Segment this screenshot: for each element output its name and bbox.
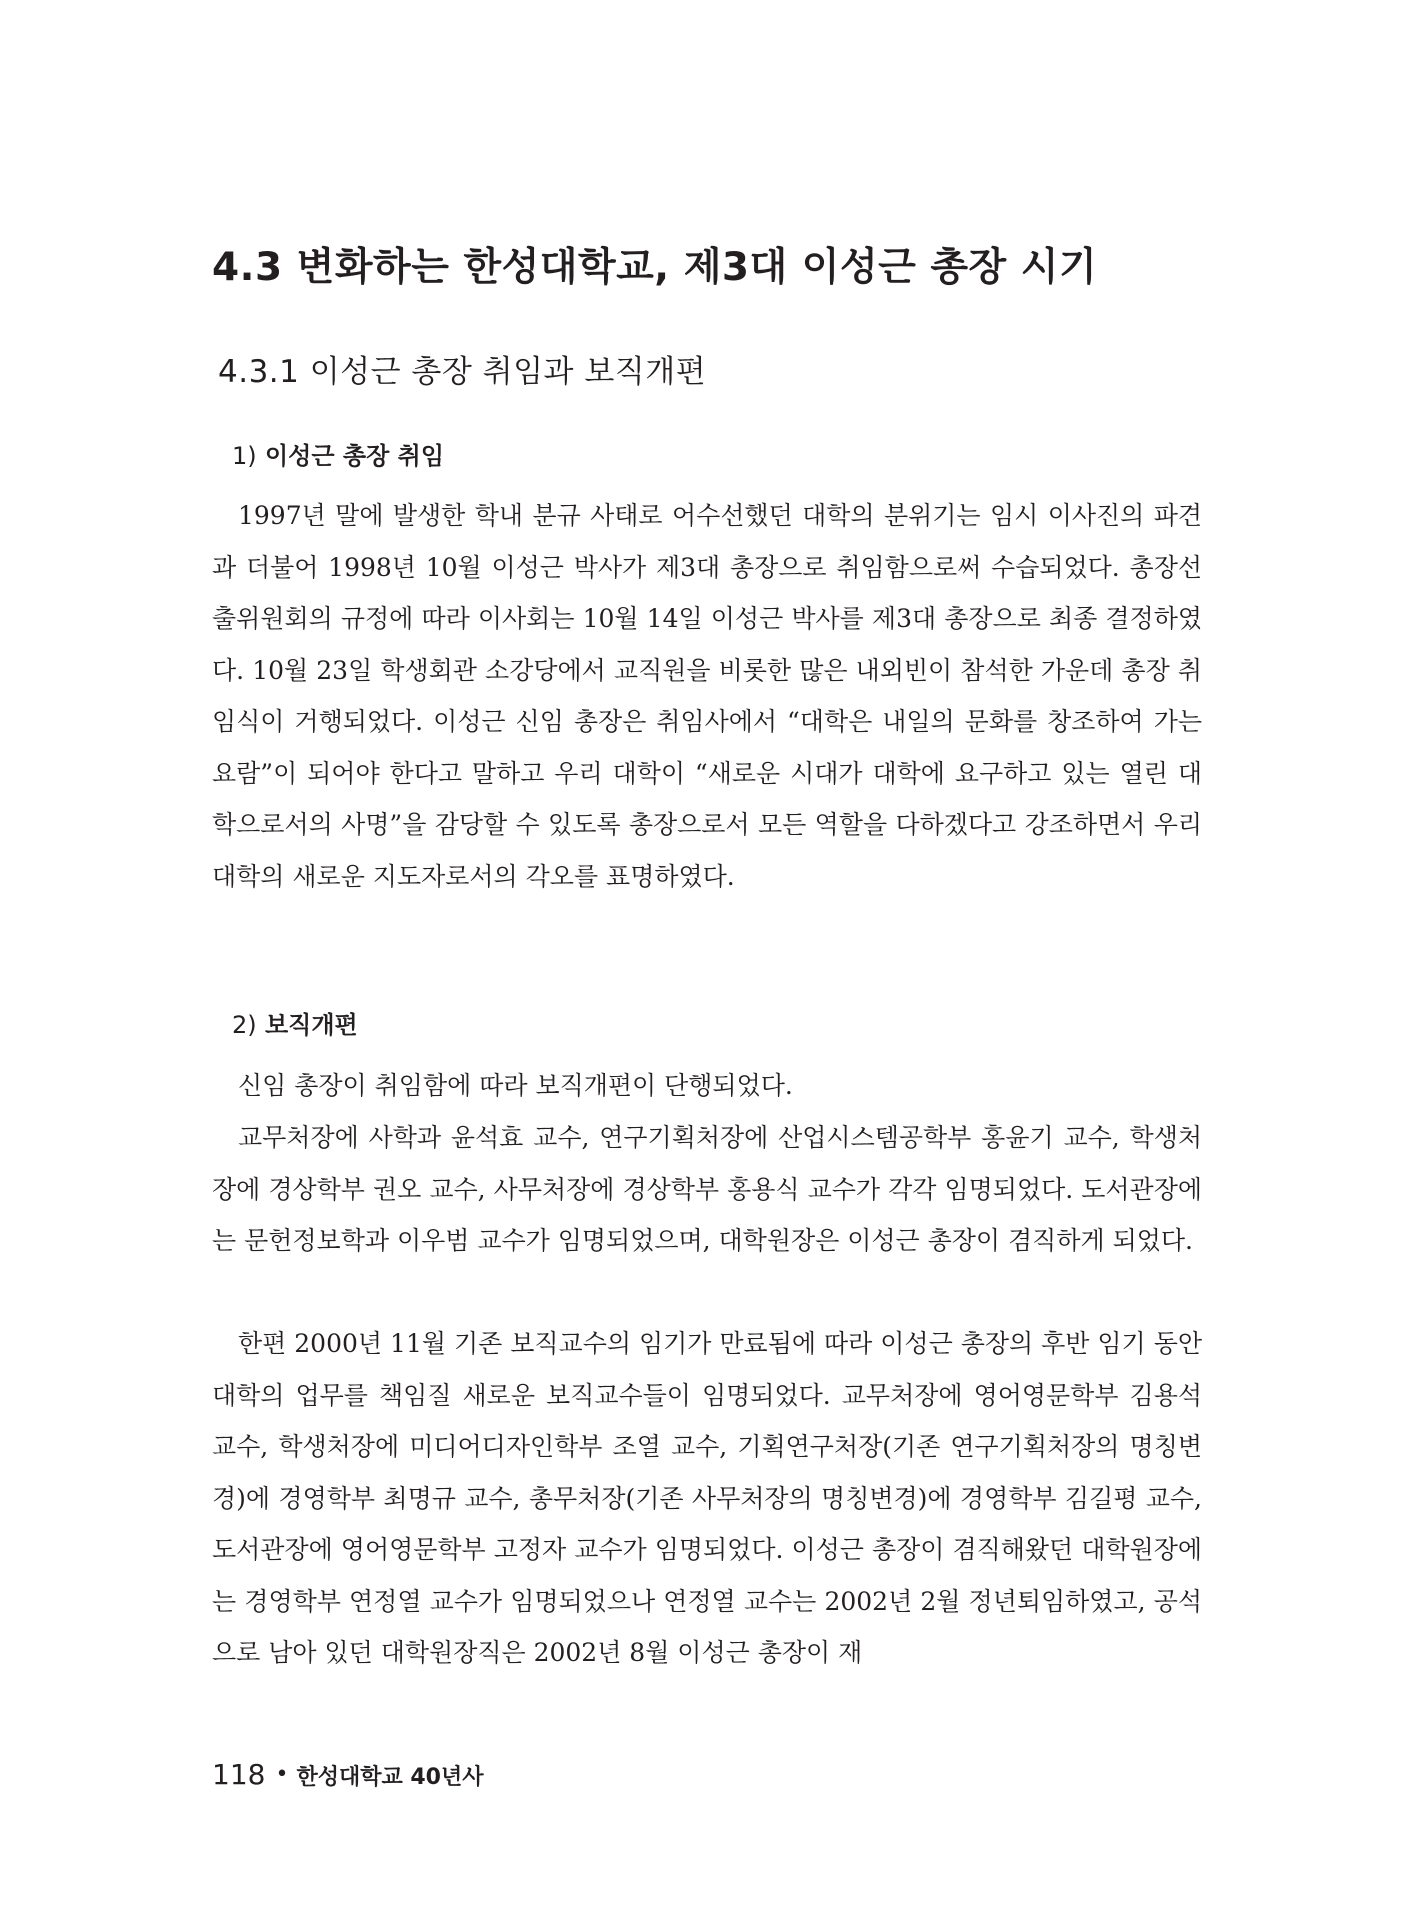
item-heading-reorganization — [232, 1005, 358, 1040]
item-heading-text: 이성근 총장 취임 — [265, 442, 444, 470]
page-number: 118 — [212, 1758, 266, 1791]
footer-bullet: • — [275, 1762, 289, 1787]
paragraph-reorganization-intro: 신임 총장이 취임함에 따라 보직개편이 단행되었다. — [238, 1071, 793, 1100]
paragraph-inauguration: 1997년 말에 발생한 학내 분규 사태로 어수선했던 대학의 분위기는 임시 이사진의 파견과 더불어 1998년 10월 이성근 박사가 제3대 총장으로 취임함으로써 수습되었다. 총장선출위원회의 규정에 따라 이사회는 10월 14일 이성근 박사를 제3대 총장으로 최종 결정하였다. 10월 23일 학생회관 소강당에서 교직원을 비롯한 많은 내외빈이 참석한 가운데 총장 취임식이 거행되었다. 이성근 신임 총장은 취임사에서 “대학은 내일의 문화를 창조하여 가는 요람”이 되어야 한다고 말하고 우리 대학이 “새로운 시대가 대학에 요구하고 있는 열린 대학으로서의 사명”을 감당할 수 있도록 총장으로서 모든 역할을 다하겠다고 강조하면서 우리 대학의 새로운 지도자로서의 각오를 표명하였다. — [212, 501, 1202, 891]
subsection-title: 4.3.1 이성근 총장 취임과 보직개편 — [218, 354, 707, 390]
item-heading-inauguration — [232, 436, 444, 471]
page-footer — [212, 1758, 483, 1791]
paragraph-second-appointments: 한편 2000년 11월 기존 보직교수의 임기가 만료됨에 따라 이성근 총장의 후반 임기 동안 대학의 업무를 책임질 새로운 보직교수들이 임명되었다. 교무처장에 영어영문학부 김용석 교수, 학생처장에 미디어디자인학부 조열 교수, 기획연구처장(기존 연구기획처장의 명칭변경)에 경영학부 최명규 교수, 총무처장(기존 사무처장의 명칭변경)에 경영학부 김길평 교수, 도서관장에 영어영문학부 고정자 교수가 임명되었다. 이성근 총장이 겸직해왔던 대학원장에는 경영학부 연정열 교수가 임명되었으나 연정열 교수는 2002년 2월 정년퇴임하였고, 공석으로 남아 있던 대학원장직은 2002년 8월 이성근 총장이 재 — [212, 1329, 1202, 1667]
book-title: 한성대학교 40년사 — [296, 1765, 484, 1790]
paragraph-first-appointments: 교무처장에 사학과 윤석효 교수, 연구기획처장에 산업시스템공학부 홍윤기 교수, 학생처장에 경상학부 권오 교수, 사무처장에 경상학부 홍용식 교수가 각각 임명되었다. 도서관장에는 문헌정보학과 이우범 교수가 임명되었으며, 대학원장은 이성근 총장이 겸직하게 되었다. — [212, 1123, 1202, 1255]
item-heading-text: 보직개편 — [265, 1011, 358, 1039]
item-number: 1) — [232, 442, 257, 470]
item-number: 2) — [232, 1011, 257, 1039]
section-title: 4.3 변화하는 한성대학교, 제3대 이성근 총장 시기 — [212, 245, 1098, 290]
